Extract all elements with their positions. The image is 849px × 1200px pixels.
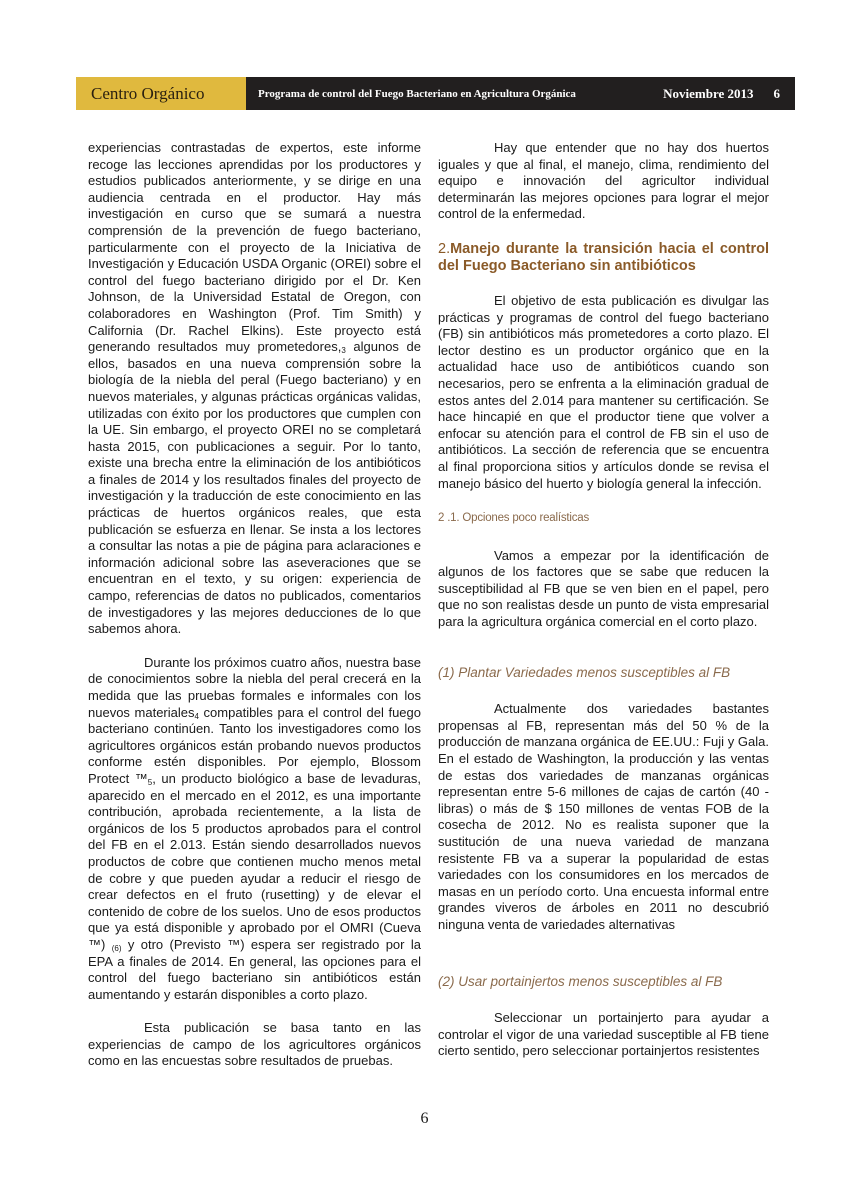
- header-page-number: 6: [773, 85, 780, 101]
- paragraph: [88, 655, 421, 1003]
- footer-page-number: 6: [420, 1110, 429, 1127]
- section-title: Manejo durante la transición hacia el control del Fuego Bacteriano sin antibióticos: [438, 240, 769, 275]
- paragraph: Vamos a empezar por la identificación de algunos de los factores que se sabe que reducen la susceptibilidad al FB que se ven bien en el papel, pero que no son realistas desde un punto de vista empresarial para la agricultura orgánica comercial en el corto plazo.: [438, 547, 769, 630]
- paragraph: Seleccionar un portainjerto para ayudar a controlar el vigor de una variedad susceptible al FB tiene cierto sentido, pero seleccionar portainjertos resistentes: [438, 1010, 769, 1059]
- paragraph: Actualmente dos variedades bastantes propensas al FB, representan más del 50 % de la producción de manzana orgánica de EE.UU.: Fuji y Gala. En el estado de Washington, la producción y las ventas de estas dos variedades de manzanas orgánicas representan entre 5-6 millones de cajas de cartón (40 - libras) o más de $ 150 millones de ventas FOB de la cosecha de 2012. No es realista suponer que la sustitución de una nueva variedad de manzana resistente FB va a superar la popularidad de estas variedades con los consumidores en los mercados de masas en un período corto. Una encuesta informal entre grandes viveros de árboles en 2011 no descubrió ninguna venta de variedades alternativas: [438, 701, 769, 932]
- text: , un producto biológico a base de levaduras, aparecido en el mercado en el 2012, es una importante contribución, aprobada recientemente, a la lista de orgánicos de los 5 productos aprobados para el control del FB en el 2.013. Están siendo desarrollados nuevos productos de cobre que contienen mucho menos metal de cobre y que pueden ayudar a reducir el riesgo de crear defectos en el fruto (rusetting) y de elevar el contenido de cobre de los suelos. Uno de esos productos que ya está disponible y aprobado por el OMRI (Cueva ™): [88, 770, 421, 952]
- item-heading: (1) Plantar Variedades menos susceptibles al FB: [438, 664, 731, 680]
- footnote-ref: 5: [147, 777, 153, 787]
- right-column: [438, 140, 769, 1060]
- issue-date: Noviembre 2013: [663, 85, 754, 101]
- footnote-ref: 4: [194, 711, 199, 721]
- paragraph: Hay que entender que no hay dos huertos iguales y que al final, el manejo, clima, rendimiento del equipo e innovación del agricultor individual determinarán las mejores opciones para lograr el mejor control de la enfermedad.: [438, 140, 769, 222]
- page-header: [76, 77, 795, 110]
- paragraph: [88, 140, 421, 638]
- text: experiencias contrastadas de expertos, este informe recoge las lecciones aprendidas por los productores y estudios publicados anteriormente, y se dirige en una audiencia centrada en el productor. Hay más investigación en curso que se sumará a nuestra comprensión de la prevención de fuego bacteriano, particularmente con el proyecto de la Iniciativa de Investigación y Educación USDA Organic (OREI) sobre el control del fuego bacteriano dirigido por el Dr. Ken Johnson, de la Universidad Estatal de Oregon, con colaboradores en Washington (Prof. Tim Smith) y California (Dr. Rachel Elkins). Este proyecto está generando resultados muy prometedores,: [88, 140, 421, 355]
- header-bar: [246, 77, 795, 110]
- footnote-ref: (6): [111, 943, 122, 953]
- section-number: 2.: [438, 240, 451, 257]
- brand-label: Centro Orgánico: [76, 77, 246, 110]
- left-column: [88, 140, 421, 1070]
- item-heading: (2) Usar portainjertos menos susceptibles al FB: [438, 973, 723, 989]
- subsection-heading: 2 .1. Opciones poco realísticas: [438, 512, 590, 525]
- text: Durante los próximos cuatro años, nuestra base de conocimientos sobre la niebla del peral crecerá en la medida que las pruebas formales e informales con los nuevos materiales: [88, 654, 421, 720]
- program-title: Programa de control del Fuego Bacteriano en Agricultura Orgánica: [258, 87, 576, 100]
- text: algunos de ellos, basados en una nueva comprensión sobre la biología de la niebla del peral (Fuego bacteriano) y en nuevos materiales, y algunas prácticas orgánicas validas, utilizadas con éxito por los productores que cumplen con la UE. Sin embargo, el proyecto OREI no se completará hasta 2015, con publicaciones a seguir. Por lo tanto, existe una brecha entre la eliminación de los antibióticos a finales de 2014 y los resultados finales del proyecto de investigación y la traducción de este conocimiento en las prácticas de huertos orgánicos reales, que esta publicación se esfuerza en llenar. Se insta a los lectores a consultar las notas a pie de página para aclaraciones e información adicional sobre las aseveraciones que se encuentran en el texto, y su origen: experiencia de campo, referencias de datos no publicados, comentarios de investigadores y las mejores deducciones de lo que sabemos ahora.: [88, 339, 421, 637]
- text: y otro (Previsto ™) espera ser registrado por la EPA a finales de 2014. En general, las opciones para el control del fuego bacteriano sin antibióticos están aumentando y estarán disponibles a corto plazo.: [88, 936, 421, 1002]
- section-heading: [438, 241, 769, 276]
- paragraph: El objetivo de esta publicación es divulgar las prácticas y programas de control del fuego bacteriano (FB) sin antibióticos más prometedores a corto plazo. El lector destino es un productor orgánico que en la actualidad hace uso de antibióticos cuando son necesarios, pero se enfrenta a la eliminación gradual de estos antes del 2.014 para mantener su certificación. Se hace hincapié en que el productor tiene que volver a enfocar su atención para el control de FB sin el uso de antibióticos. La sección de referencia que se encuentra al final proporciona sitios y artículos donde se revisa el manejo básico del huerto y biología general la infección.: [438, 292, 769, 491]
- footnote-ref: 3: [341, 346, 346, 356]
- text: compatibles para el control del fuego bacteriano continúen. Tanto los investigadores como los agricultores orgánicos están probando nuevos productos conforme estén disponibles. Por ejemplo, Blossom Protect ™: [88, 704, 422, 786]
- paragraph: Esta publicación se basa tanto en las experiencias de campo de los agricultores orgánicos como en las encuestas sobre resultados de pruebas.: [88, 1020, 421, 1069]
